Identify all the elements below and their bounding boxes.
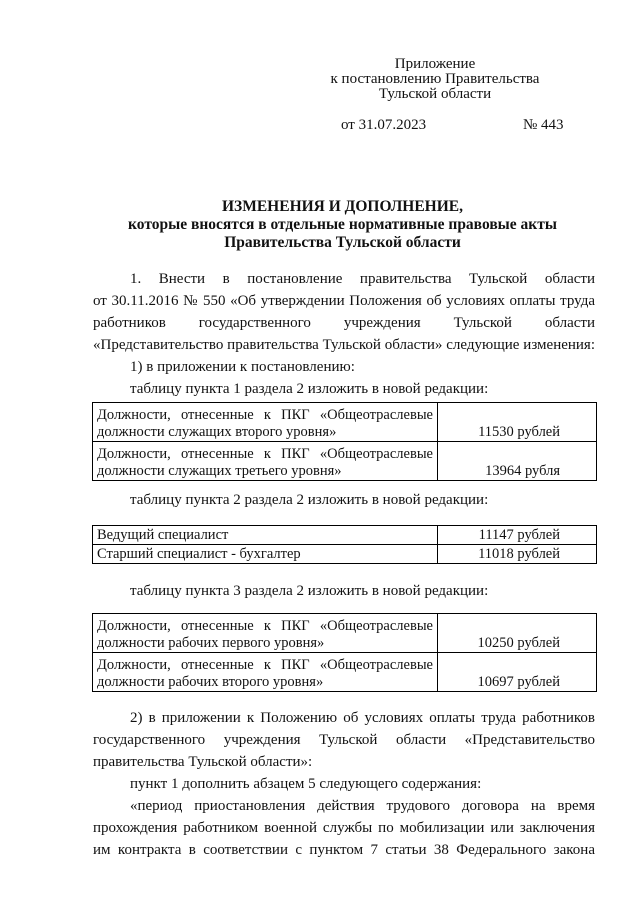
- table-row: [93, 653, 597, 692]
- table-cell-salary: 11018 рублей: [438, 545, 597, 564]
- paragraph-line: 2) в приложении к Положению об условиях оплаты труда работников: [130, 710, 595, 726]
- section-1-paragraph: [93, 268, 595, 400]
- table-2: [92, 525, 597, 564]
- point-text: пункт 1 дополнить абзацем 5 следующего содержания:: [130, 776, 482, 792]
- annex-header: [300, 57, 570, 102]
- table-cell-salary: 11147 рублей: [438, 526, 597, 545]
- table-cell-position: Старший специалист - бухгалтер: [93, 545, 438, 564]
- table-cell-position: Ведущий специалист: [93, 526, 438, 545]
- resolution-date: от 31.07.2023: [341, 117, 427, 133]
- document-title: [60, 198, 625, 252]
- cell-line: должности рабочих первого уровня»: [97, 635, 325, 651]
- annex-line: Приложение: [394, 56, 476, 72]
- cell-line: Должности, отнесенные к ПКГ «Общеотраслевые: [97, 407, 433, 423]
- resolution-number: № 443: [523, 117, 564, 133]
- paragraph-line: работников государственного учреждения Тульской области: [93, 315, 595, 331]
- cell-line: должности рабочих второго уровня»: [97, 674, 324, 690]
- title-line: Правительства Тульской области: [224, 234, 461, 251]
- cell-line: должности служащих третьего уровня»: [97, 463, 342, 479]
- table-cell-salary: 13964 рубля: [438, 442, 597, 481]
- table-row: [93, 614, 597, 653]
- table-cell-salary: 10250 рублей: [438, 614, 597, 653]
- annex-line: к постановлению Правительства: [330, 71, 540, 87]
- table-1: [92, 402, 597, 481]
- table-row: [93, 545, 597, 564]
- table-3: [92, 613, 597, 692]
- cell-line: Должности, отнесенные к ПКГ «Общеотраслевые: [97, 618, 433, 634]
- table-cell-salary: 11530 рублей: [438, 403, 597, 442]
- table-cell-position: [93, 403, 438, 442]
- paragraph-line: 1. Внести в постановление правительства Тульской области: [130, 271, 595, 287]
- table3-caption: таблицу пункта 3 раздела 2 изложить в новой редакции:: [130, 583, 489, 599]
- paragraph-line: от 30.11.2016 № 550 «Об утверждении Положения об условиях оплаты труда: [93, 293, 595, 309]
- quote-line: «период приостановления действия трудового договора на время: [130, 798, 595, 814]
- quote-line: им контракта в соответствии с пунктом 7 статьи 38 Федерального закона: [93, 842, 595, 858]
- paragraph-line: государственного учреждения Тульской области «Представительство: [93, 732, 595, 748]
- section-2-paragraph: [93, 707, 595, 861]
- subitem-1: 1) в приложении к постановлению:: [130, 359, 355, 375]
- table-row: [93, 442, 597, 481]
- table-cell-position: [93, 442, 438, 481]
- cell-line: Должности, отнесенные к ПКГ «Общеотраслевые: [97, 446, 433, 462]
- table-cell-position: [93, 653, 438, 692]
- cell-line: должности служащих второго уровня»: [97, 424, 337, 440]
- table-cell-salary: 10697 рублей: [438, 653, 597, 692]
- table-cell-position: [93, 614, 438, 653]
- title-line: которые вносятся в отдельные нормативные правовые акты: [128, 216, 557, 233]
- table2-caption: таблицу пункта 2 раздела 2 изложить в новой редакции:: [130, 492, 489, 508]
- paragraph-line: правительства Тульской области»:: [93, 754, 313, 770]
- paragraph-line: «Представительство правительства Тульской области» следующие изменения:: [93, 337, 595, 353]
- table-row: [93, 526, 597, 545]
- title-line: ИЗМЕНЕНИЯ И ДОПОЛНЕНИЕ,: [221, 198, 464, 215]
- table-row: [93, 403, 597, 442]
- table1-caption: таблицу пункта 1 раздела 2 изложить в новой редакции:: [130, 381, 489, 397]
- annex-line: Тульской области: [378, 86, 492, 102]
- cell-line: Должности, отнесенные к ПКГ «Общеотраслевые: [97, 657, 433, 673]
- quote-line: прохождения работником военной службы по мобилизации или заключения: [93, 820, 595, 836]
